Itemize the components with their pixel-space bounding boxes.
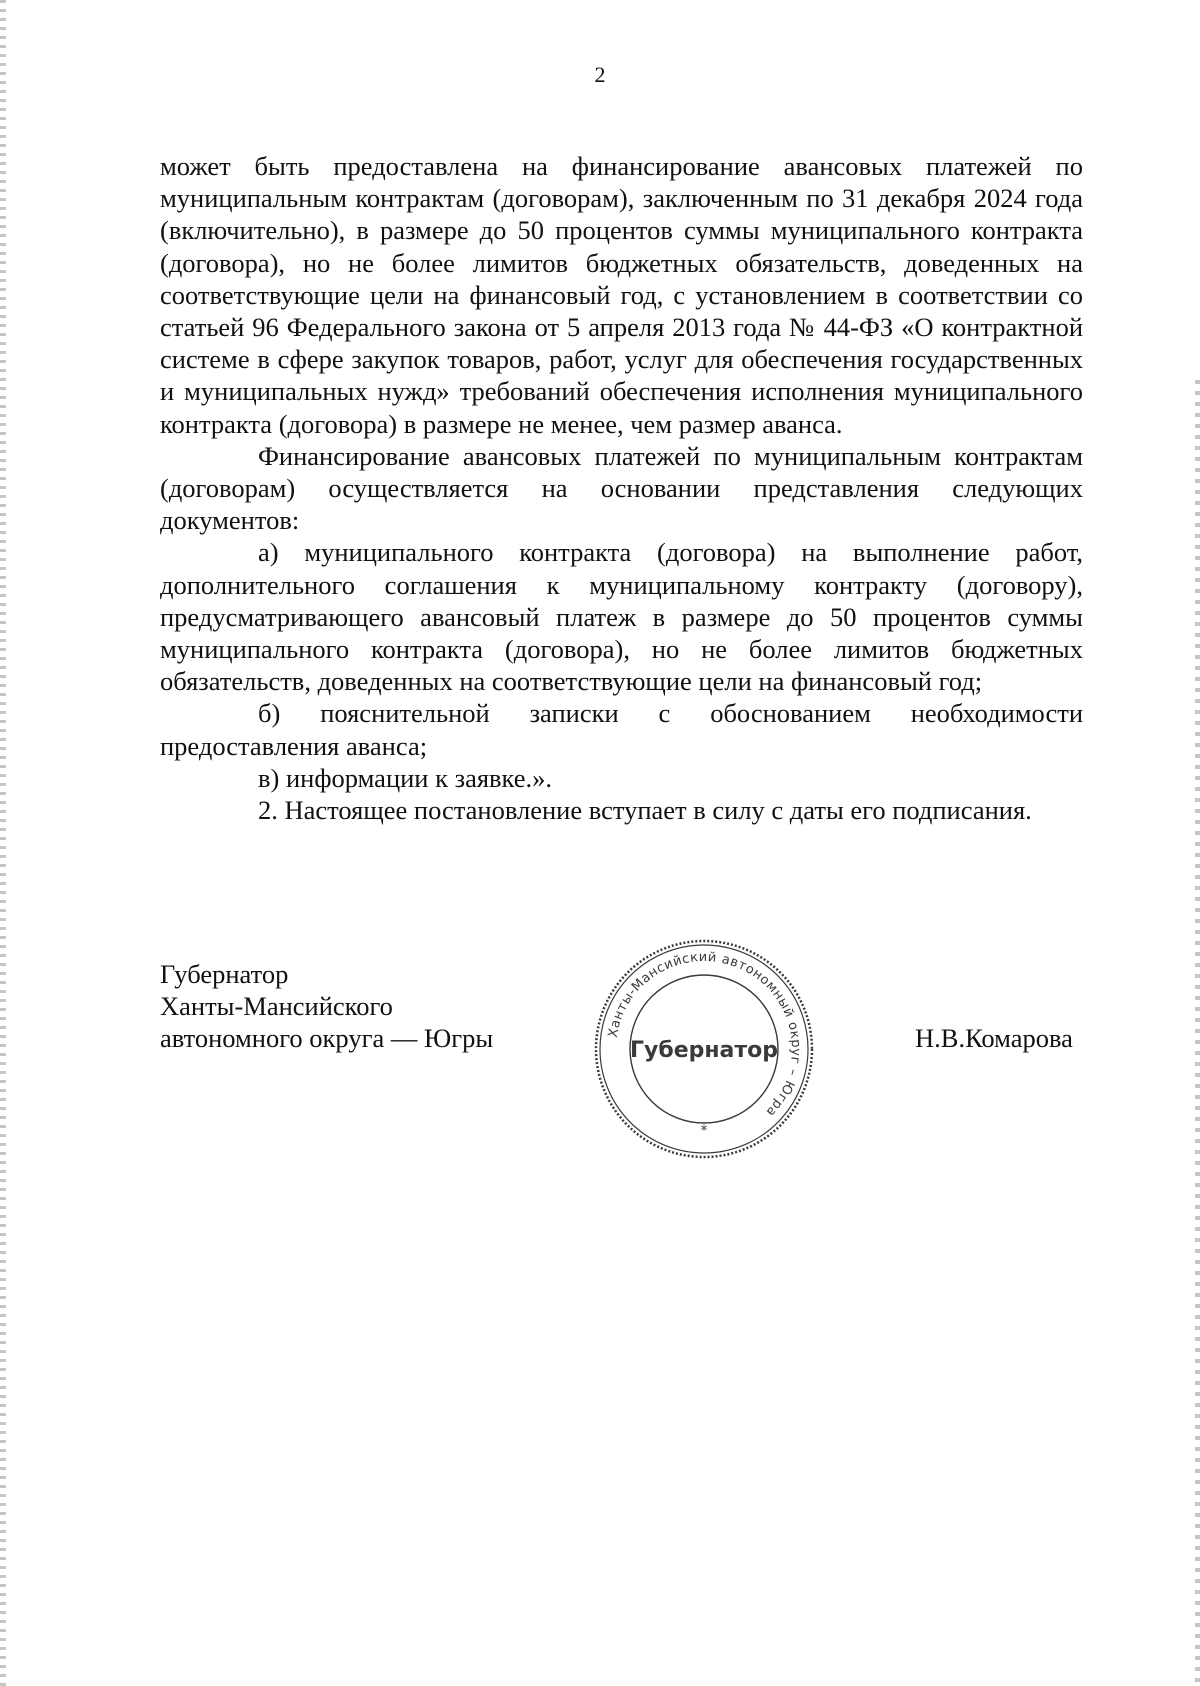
signatory-title-line: Ханты-Мансийского — [160, 991, 393, 1022]
signatory-title-line: автономного округа — Югры — [160, 1023, 494, 1054]
list-item-b: б) пояснительной записки с обоснованием необходимости предоставления аванса; — [160, 698, 1083, 761]
official-seal — [590, 935, 818, 1163]
signer-name: Н.В.Комарова — [915, 1023, 1073, 1053]
seal-center-text: Губернатор — [629, 1038, 779, 1063]
scan-left-edge — [0, 0, 6, 1686]
signatory-title — [160, 958, 493, 1055]
seal-ring-text: Ханты-Мансийский автономный округ – Югра — [605, 949, 804, 1120]
paragraph-effective-date: 2. Настоящее постановление вступает в силу с даты его подписания. — [258, 795, 1032, 826]
signatory-title-line: Губернатор — [160, 959, 289, 989]
seal-star-icon: * — [700, 1123, 708, 1139]
scan-right-edge — [1195, 380, 1200, 1686]
paragraph-financing-documents: Финансирование авансовых платежей по муниципальным контрактам (договорам) осуществляется на основании представления следующих документов: — [160, 440, 1083, 536]
document-body — [160, 150, 1083, 826]
list-item-a: а) муниципального контракта (договора) на выполнение работ, дополнительного соглашения к муниципальному контракту (договору), предусматривающего авансовый платеж в размере до 50 процентов суммы муниципального контракта (договора), но не более лимитов бюджетных обязательств, доведенных на соответствующие цели на финансовый год; — [160, 537, 1083, 697]
paragraph-advance-conditions: может быть предоставлена на финансирование авансовых платежей по муниципальным контрактам (договорам), заключенным по 31 декабря 2024 года (включительно), в размере до 50 процентов суммы муниципального контракта (договора), но не более лимитов бюджетных обязательств, доведенных на соответствующие цели на финансовый год, с установлением в соответствии со статьей 96 Федерального закона от 5 апреля 2013 года № 44-ФЗ «О контрактной системе в сфере закупок товаров, работ, услуг для обеспечения государственных и муниципальных нужд» требований обеспечения исполнения муниципального контракта (договора) в размере не менее, чем размер аванса. — [160, 151, 1083, 439]
list-item-v: в) информации к заявке.». — [258, 762, 553, 793]
page-number: 2 — [594, 62, 606, 87]
